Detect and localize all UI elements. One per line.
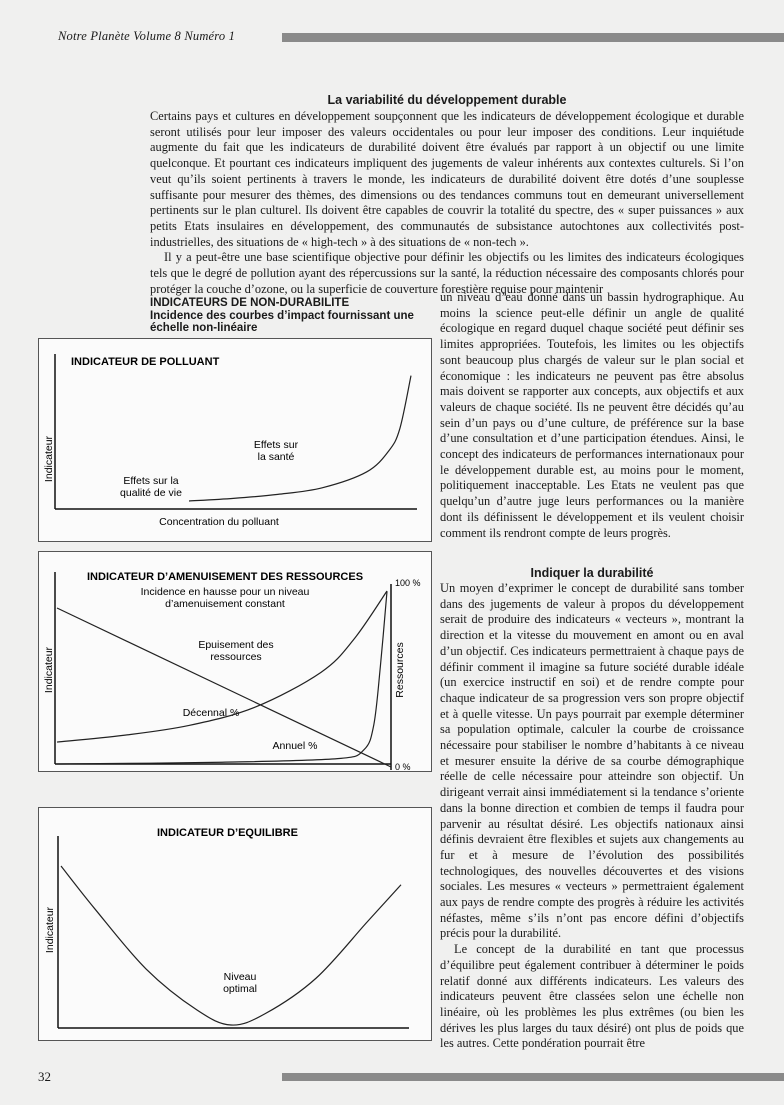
y2-tick-bottom: 0 % [395,762,411,771]
annotation-depletion: Epuisement des ressources [198,639,274,663]
series-line-decennal [57,591,387,742]
paragraph: Le concept de la durabilité en tant que processus d’équilibre peut également contribuer à déterminer le poids relatif donné aux différents indicateurs. Les valeurs des indicateurs peuvent être classées selon une échelle non linéaire, où les problèmes les plus extrêmes (ou bien les dérives les plus larges du taux désiré) ont plus de poids que les autres. Cette pondération pourrait être [440,942,744,1051]
series-label-decennal: Décennal % [182,707,240,719]
paragraph: un niveau d’eau donné dans un bassin hydrographique. Au moins la science peut-elle définir un angle de qualité écologique en regard duquel chaque société peut définir ses limites appropriées. Toutefois, les limites ou les objectifs sont beaucoup plus chargés de valeur sur le plan social et économique : les indicateurs ne peuvent pas être absolus mais doivent se rapporter aux concepts, aux objectifs et aux valeurs de chaque société. Ils ne peuvent être décidés qu’au sein d’un pays ou d’une culture, de préférence sur la base d’une consultation et d’une participation étendues. Ainsi, le concept des indicateurs de performances internationaux pour le développement durable est, au moins pour le moment, politiquement inacceptable. Les Etats ne veulent pas que quelqu’un d’autre juge leurs performances ou la manière dont ils définissent le développement et ils veulent choisir comment ils rendront compte de leurs progrès. [440,290,744,540]
chart-resources-svg [39,552,431,771]
series-line-depletion [57,608,391,767]
x-axis-label: Concentration du polluant [159,516,279,528]
chart-equilibrium [38,807,432,1041]
page-number: 32 [38,1069,51,1084]
figure-heading [150,297,430,335]
series-label-annual: Annuel % [272,740,318,752]
section-title: Indiquer la durabilité [530,566,654,580]
paragraph: Certains pays et cultures en développement soupçonnent que les indicateurs de développement écologique et durable seront utilisés pour leur imposer des valeurs occidentales ou pour leur imposer des conditions. Leur inquiétude augmente du fait que les indicateurs de durabilité doivent être évalués par rapport à un objectif ou une limite quelconque. Et pourtant ces indicateurs impliquent des jugements de valeur inhérents aux contextes culturels. Si l’on veut qu’ils soient pertinents à travers le monde, les indicateurs de durabilité doivent être dotés d’une souplesse suffisante pour mesurer des thèmes, des dimensions ou des tendances communs tout en demeurant universellement pertinents sur le plan culturel. Ils doivent être capables de couvrir la totalité du spectre, des « super puissances » aux petits Etats insulaires en développement, des communautés de subsistance autochtones aux collectivités post-industrielles, des situations de « high-tech » à des situations de « non-tech ». [150,109,744,249]
body-text-column [440,290,744,541]
figure-subtitle: Incidence des courbes d’impact fournissant une échelle non-linéaire [150,309,414,334]
series-line-equilibrium [61,866,401,1025]
header-rule [282,33,784,42]
y2-axis-label: Ressources [394,642,406,698]
body-text-full-width [150,109,744,297]
y-axis-label: Indicateur [43,646,55,694]
annotation-incidence: Incidence en hausse pour un niveau d’amenuisement constant [140,586,310,610]
series-line-annual [57,591,387,764]
chart-title: INDICATEUR DE POLLUANT [71,356,220,368]
chart-pollutant-svg [39,339,431,541]
chart-resources [38,551,432,772]
paragraph: Il y a peut-être une base scientifique objective pour définir les objectifs ou les limites des indicateurs écologiques tels que le degré de pollution ayant des répercussions sur la santé, la réduction nécessaire des composants chlorés pour protéger la couche d’ozone, ou la superficie de couverture forestière requise pour maintenir [150,250,744,296]
y-axis-label: Indicateur [44,906,56,954]
chart-equilibrium-svg [39,808,431,1040]
paragraph: Un moyen d’exprimer le concept de durabilité sans tomber dans des jugements de valeur à propos du développement serait de produire des indicateurs « vecteurs », montrant la direction et la vitesse du mouvement en amont ou en aval d’un objectif. Ces indicateurs permettraient à chaque pays de définir comment il imagine sa future société durable idéale (un exercice instructif en soi) et de rendre compte pour chaque indicateur de sa progression vers son propre objectif et à quelle vitesse. Un pays pourrait par exemple déterminer sa population optimale, calculer la courbe de croissance nécessaire pour stabiliser le nombre d’habitants à ce niveau et mesurer ensuite la dérive de sa courbe démographique réelle de celle nécessaire pour atteindre son objectif. Un dirigeant verrait ainsi immédiatement si la tendance s’oriente dans la bonne direction et combien de temps il faudra pour parvenir au résultat désiré. Les objectifs nationaux ainsi définis devraient être flexibles et sujets aux changements au fur et à mesure de l’évolution des possibilités technologiques, des nouvelles découvertes et des visions sociales. Les mesures « vecteurs » permettraient également aux pays de rendre compte des progrès à réduire les activités néfastes, même s’ils n’ont pas encore défini d’objectifs précis pour la durabilité. [440,581,744,941]
footer-rule [282,1073,784,1081]
figure-title: INDICATEURS DE NON-DURABILITE [150,297,350,309]
annotation-optimal: Niveau optimal [223,971,257,995]
running-head: Notre Planète Volume 8 Numéro 1 [58,29,236,43]
annotation-health: Effets sur la santé [253,439,299,463]
y2-tick-top: 100 % [395,578,421,588]
y-axis-label: Indicateur [43,435,55,483]
series-line-pollutant [189,376,411,501]
chart-title: INDICATEUR D’EQUILIBRE [157,827,298,839]
chart-title: INDICATEUR D’AMENUISEMENT DES RESSOURCES [87,571,364,583]
chart-pollutant [38,338,432,542]
annotation-quality: Effets sur la qualité de vie [120,475,182,499]
section-title: La variabilité du développement durable [327,93,567,107]
body-text-column [440,581,744,1052]
